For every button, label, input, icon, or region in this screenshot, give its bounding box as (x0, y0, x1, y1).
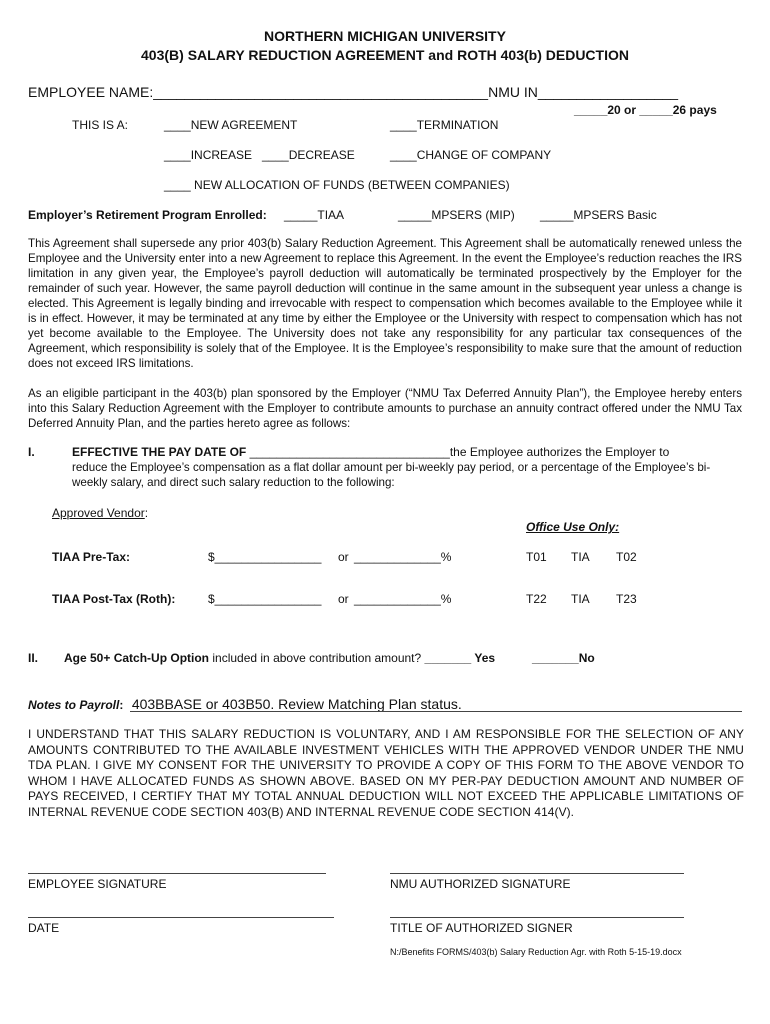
employee-name-label: EMPLOYEE NAME: (28, 84, 154, 100)
retirement-program-text: Employer’s Retirement Program Enrolled: (28, 208, 267, 222)
tiaa-pretax-or: or (338, 550, 349, 564)
notes-to-payroll-label: Notes to Payroll (28, 698, 120, 712)
effective-pay-date-field[interactable]: ______________________________ (249, 445, 450, 459)
office-code-3: T23 (616, 592, 637, 606)
employee-name-row (28, 84, 678, 100)
eligible-participant-paragraph: As an eligible participant in the 403(b) plan sponsored by the Employer (“NMU Tax Deferred Annuity Plan”), the Employee hereby enters into this Salary Reduction Agreement with the Employer to contribute amounts to purchase an annuity contract offered under the NMU Tax Deferred Annuity Plan, and the parties hereto agree as follows: (28, 387, 742, 430)
termination-option[interactable]: ____TERMINATION (390, 118, 499, 132)
section-two-numeral: II. (28, 651, 39, 665)
form-title: 403(B) SALARY REDUCTION AGREEMENT and ROTH 403(b) DEDUCTION (141, 47, 629, 63)
catch-up-question: included in above contribution amount? (212, 651, 422, 665)
nmu-in-label: NMU IN (488, 84, 538, 100)
tiaa-posttax-or: or (338, 592, 349, 606)
date-line[interactable] (28, 917, 334, 918)
notes-to-payroll-value: 403BBASE or 403B50. Review Matching Plan status. (131, 696, 462, 712)
nmu-in-field[interactable]: __________________ (537, 84, 679, 100)
approved-vendor-text: Approved Vendor (52, 506, 145, 520)
effective-pay-date-tail: the Employee authorizes the Employer to (449, 445, 670, 459)
new-allocation-option[interactable]: ____ NEW ALLOCATION OF FUNDS (BETWEEN COMPANIES) (164, 178, 510, 192)
date-label: DATE (28, 921, 60, 935)
increase-option[interactable]: ____INCREASE (164, 148, 253, 162)
catch-up-label: Age 50+ Catch-Up Option (64, 651, 210, 665)
tiaa-pretax-percent-field[interactable]: _____________% (354, 550, 452, 564)
tiaa-posttax-dollar-field[interactable]: $________________ (208, 592, 322, 606)
agreement-terms-paragraph: This Agreement shall supersede any prior 403(b) Salary Reduction Agreement. This Agreement shall be automatically renewed unless the Employee and the University enter into a new Agreement to replace this Agreement. In the event the Employee’s reduction reaches the IRS limitation in any given year, the Employee’s payroll deduction will automatically be terminated prospectively by the Employer for the remainder of such year. However, the same payroll deduction will continue in the same amount in the subsequent year unless a change is elected. This Agreement is legally binding and irrevocable with respect to compensation which becomes available to the Employee while it is in effect. However, it may be terminated at any time by either the Employee or the University with respect to compensation which has not yet become available to the Employee. The University does not take any responsibility for any particular tax consequences of the Agreement, which responsibility is solely that of the Employee. It is the Employee’s responsibility to make sure that the amount of reduction does not exceed IRS limitations. (28, 237, 742, 370)
approved-vendor-label (52, 506, 148, 520)
tiaa-pretax-label: TIAA Pre-Tax: (52, 550, 131, 564)
tiaa-option[interactable]: _____TIAA (284, 208, 345, 222)
new-agreement-option[interactable]: ____NEW AGREEMENT (164, 118, 298, 132)
section-one-numeral: I. (28, 445, 35, 459)
nmu-signature-line[interactable] (390, 873, 684, 874)
notes-underline (130, 711, 742, 712)
approved-vendor-colon: : (144, 506, 149, 520)
office-use-only-heading: Office Use Only: (526, 520, 620, 534)
university-name: NORTHERN MICHIGAN UNIVERSITY (264, 28, 506, 44)
notes-to-payroll-colon: : (119, 698, 124, 712)
this-is-a-label: THIS IS A: (72, 118, 129, 132)
office-code-1: T01 (526, 550, 547, 564)
section-one-text: reduce the Employee’s compensation as a flat dollar amount per bi-weekly pay period, or a percentage of the Employee’s bi-weekly salary, and direct such salary reduction to the following: (72, 461, 711, 489)
pays-option[interactable]: _____20 or _____26 pays (574, 103, 717, 117)
catch-up-line (64, 651, 495, 665)
tiaa-posttax-label: TIAA Post-Tax (Roth): (52, 592, 176, 606)
tiaa-pretax-dollar-field[interactable]: $________________ (208, 550, 322, 564)
acknowledgement-statement: I UNDERSTAND THAT THIS SALARY REDUCTION IS VOLUNTARY, AND I AM RESPONSIBLE FOR THE SELECTION OF ANY AMOUNTS CONTRIBUTED TO THE AVAILABLE INVESTMENT VEHICLES WITH THE APPROVED VENDOR UNDER THE NMU TDA PLAN. I GIVE MY CONSENT FOR THE UNIVERSITY TO PROVIDE A COPY OF THIS FORM TO THE ABOVE VENDOR TO WHOM I HAVE ALLOCATED FUNDS AS SHOWN ABOVE. BASED ON MY PER-PAY DEDUCTION AMOUNT AND NUMBER OF PAYS RECEIVED, I CERTIFY THAT MY TOTAL ANNUAL DEDUCTION WILL NOT EXCEED THE APPLICABLE LIMITATIONS OF INTERNAL REVENUE CODE SECTION 403(B) AND INTERNAL REVENUE CODE SECTION 414(V). (28, 727, 744, 819)
change-of-company-option[interactable]: ____CHANGE OF COMPANY (390, 148, 552, 162)
employee-signature-label: EMPLOYEE SIGNATURE (28, 877, 167, 891)
employee-signature-line[interactable] (28, 873, 326, 874)
decrease-option[interactable]: ____DECREASE (262, 148, 355, 162)
office-code-2: TIA (571, 550, 590, 564)
tiaa-posttax-percent-field[interactable]: _____________% (354, 592, 452, 606)
nmu-signature-label: NMU AUTHORIZED SIGNATURE (390, 877, 571, 891)
file-path-footer: N:/Benefits FORMS/403(b) Salary Reduction Agr. with Roth 5-15-19.docx (390, 947, 682, 957)
catch-up-no-option[interactable]: _______No (532, 651, 595, 665)
office-code-2: TIA (571, 592, 590, 606)
office-code-1: T22 (526, 592, 547, 606)
mpsers-basic-option[interactable]: _____MPSERS Basic (540, 208, 657, 222)
effective-pay-date-heading: EFFECTIVE THE PAY DATE OF (72, 445, 247, 459)
effective-pay-date-line (72, 445, 669, 459)
retirement-program-label (28, 208, 267, 222)
office-code-3: T02 (616, 550, 637, 564)
catch-up-yes-option[interactable]: _______ Yes (424, 651, 496, 665)
mpsers-mip-option[interactable]: _____MPSERS (MIP) (398, 208, 515, 222)
signer-title-label: TITLE OF AUTHORIZED SIGNER (390, 921, 573, 935)
signer-title-line[interactable] (390, 917, 684, 918)
employee-name-field[interactable]: ___________________________________________ (153, 84, 489, 100)
